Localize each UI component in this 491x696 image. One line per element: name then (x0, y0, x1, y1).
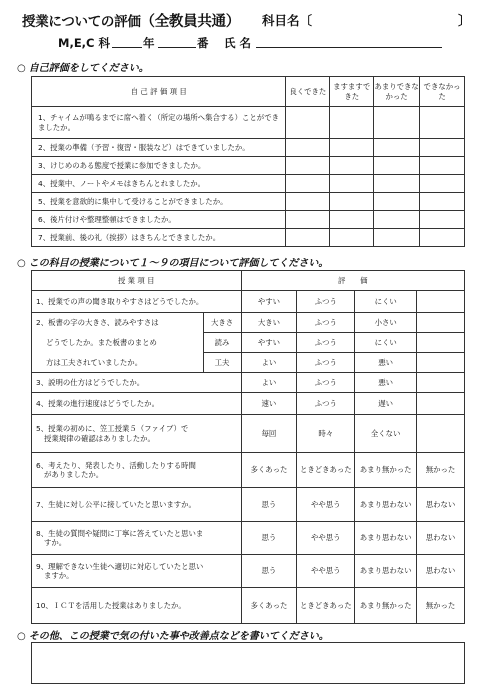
q2-sub-label: 工夫 (203, 353, 241, 373)
self-eval-heading (17, 59, 149, 74)
q9-line1: 9、理解できない生徒へ適切に対応していたと思い (36, 561, 204, 571)
answer-cell[interactable] (374, 193, 420, 211)
option-cell[interactable]: 全くない (355, 415, 417, 453)
option-cell[interactable]: やすい (241, 333, 297, 353)
subject-close-bracket: 〕 (458, 14, 472, 29)
answer-cell[interactable] (420, 139, 465, 157)
q3-text: 3、説明の仕方はどうでしたか。 (32, 373, 242, 393)
answer-cell[interactable] (330, 175, 374, 193)
answer-cell[interactable] (374, 229, 420, 247)
self-item-3: 3、けじめのある態度で授業に参加できましたか。 (32, 157, 286, 175)
option-cell[interactable]: ふつう (297, 373, 355, 393)
option-cell[interactable]: 多くあった (241, 588, 297, 624)
q9-line2: ますか。 (44, 571, 74, 580)
q2-sub-label: 読み (203, 333, 241, 353)
option-cell[interactable]: やや思う (297, 488, 355, 522)
q1-text: 1、授業での声の聞き取りやすさはどうでしたか。 (32, 291, 242, 313)
option-cell[interactable]: 思わない (417, 555, 465, 588)
option-cell[interactable]: 毎回 (241, 415, 297, 453)
option-cell[interactable]: ときどきあった (297, 588, 355, 624)
q5-text (32, 415, 242, 453)
q6-line1: 6、考えたり、発表したり、活動したりする時間 (36, 460, 196, 470)
class-eval-heading-text: この科目の授業について１～９の項目について評価してください。 (28, 258, 329, 269)
option-cell[interactable]: 大きい (241, 313, 297, 333)
comments-box[interactable] (31, 642, 465, 684)
answer-cell[interactable] (286, 229, 330, 247)
q2-line1: 2、板書の字の大きさ、読みやすさは (32, 313, 204, 333)
option-cell[interactable]: 思う (241, 555, 297, 588)
option-cell[interactable]: やや思う (297, 555, 355, 588)
answer-cell[interactable] (286, 157, 330, 175)
q4-text: 4、授業の進行速度はどうでしたか。 (32, 393, 242, 415)
q2-line3: 方は工夫されていましたか。 (32, 353, 204, 373)
choice-header-2: ますますできた (330, 77, 374, 107)
answer-cell[interactable] (330, 229, 374, 247)
option-cell[interactable]: あまり思わない (355, 488, 417, 522)
self-item-4: 4、授業中、ノートやメモはきちんとれましたか。 (32, 175, 286, 193)
answer-cell[interactable] (420, 107, 465, 139)
option-cell[interactable]: ふつう (297, 291, 355, 313)
answer-cell[interactable] (286, 193, 330, 211)
option-cell[interactable]: 思う (241, 488, 297, 522)
answer-cell[interactable] (420, 175, 465, 193)
self-eval-item-header: 自 己 評 価 項 目 (32, 77, 286, 107)
choice-header-4: できなかった (420, 77, 465, 107)
answer-cell[interactable] (330, 193, 374, 211)
q8-text (32, 522, 242, 555)
bullet-icon: ○ (17, 63, 26, 74)
choice-header-3: あまりできなかった (374, 77, 420, 107)
option-cell[interactable]: 速い (241, 393, 297, 415)
dept-blank[interactable] (112, 47, 142, 48)
option-cell[interactable]: あまり無かった (355, 453, 417, 488)
answer-cell[interactable] (330, 157, 374, 175)
option-cell[interactable]: やすい (241, 291, 297, 313)
q8-line1: 8、生徒の質問や疑問に丁寧に答えていたと思いま (36, 528, 204, 538)
class-eval-header: 評 価 (241, 271, 465, 291)
option-cell[interactable]: 遅い (355, 393, 417, 415)
comments-heading (17, 627, 329, 642)
option-cell[interactable]: あまり思わない (355, 555, 417, 588)
self-item-5: 5、授業を意欲的に集中して受けることができましたか。 (32, 193, 286, 211)
answer-cell[interactable] (420, 157, 465, 175)
answer-cell[interactable] (286, 211, 330, 229)
option-cell[interactable]: ふつう (297, 393, 355, 415)
option-cell[interactable]: 時々 (297, 415, 355, 453)
option-cell[interactable]: 思う (241, 522, 297, 555)
answer-cell[interactable] (420, 211, 465, 229)
title-suffix: （全教員共通） (140, 14, 240, 30)
title-main: 授業についての評価 (22, 14, 141, 30)
option-cell[interactable]: あまり思わない (355, 522, 417, 555)
q6-line2: がありましたか。 (44, 470, 104, 479)
option-cell[interactable]: 思わない (417, 522, 465, 555)
q5-line1: 5、授業の初めに、笠工授業５（ファイブ）で (36, 424, 189, 434)
q9-text (32, 555, 242, 588)
q6-text (32, 453, 242, 488)
name-blank[interactable] (256, 47, 442, 48)
option-cell[interactable]: にくい (355, 333, 417, 353)
answer-cell[interactable] (330, 211, 374, 229)
option-cell[interactable]: 小さい (355, 313, 417, 333)
option-cell[interactable]: ふつう (297, 333, 355, 353)
self-eval-table (31, 76, 465, 247)
option-cell[interactable]: 無かった (417, 588, 465, 624)
option-cell[interactable]: 思わない (417, 488, 465, 522)
answer-cell[interactable] (374, 157, 420, 175)
self-item-6: 6、後片付けや整理整頓はできましたか。 (32, 211, 286, 229)
class-eval-table (31, 270, 465, 624)
option-cell[interactable]: ふつう (297, 353, 355, 373)
bullet-icon: ○ (17, 631, 26, 642)
answer-cell[interactable] (374, 139, 420, 157)
name-label: 氏 名 (224, 36, 252, 50)
answer-cell[interactable] (374, 211, 420, 229)
number-label: 番 (197, 36, 209, 50)
self-item-2: 2、授業の準備（予習・復習・服装など）はできていましたか。 (32, 139, 286, 157)
self-eval-heading-text: 自己評価をしてください。 (28, 63, 149, 74)
choice-header-1: 良くできた (286, 77, 330, 107)
empty-cell (417, 313, 465, 333)
option-cell[interactable]: やや思う (297, 522, 355, 555)
option-cell[interactable]: ときどきあった (297, 453, 355, 488)
year-label: 年 (143, 36, 155, 50)
form-title (22, 10, 240, 31)
empty-cell (417, 291, 465, 313)
self-item-1: 1、チャイムが鳴るまでに席へ着く（所定の場所へ集合する）ことができましたか。 (32, 107, 286, 139)
answer-cell[interactable] (286, 175, 330, 193)
answer-cell[interactable] (374, 107, 420, 139)
empty-cell (417, 393, 465, 415)
bullet-icon: ○ (17, 258, 26, 269)
option-cell[interactable]: 悪い (355, 353, 417, 373)
q7-text: 7、生徒に対し公平に接していたと思いますか。 (32, 488, 242, 522)
answer-cell[interactable] (420, 193, 465, 211)
class-item-header: 授 業 項 目 (32, 271, 242, 291)
student-id-line (58, 35, 110, 51)
empty-cell (417, 373, 465, 393)
option-cell[interactable]: 無かった (417, 453, 465, 488)
self-item-7: 7、授業前、後の礼（挨拶）はきちんとできましたか。 (32, 229, 286, 247)
option-cell[interactable]: よい (241, 373, 297, 393)
class-eval-heading (17, 254, 328, 269)
dept-label: M,E,C 科 (58, 36, 110, 50)
q10-text: 10、ＩＣＴを活用した授業はありましたか。 (32, 588, 242, 624)
empty-cell (417, 415, 465, 453)
option-cell[interactable]: 多くあった (241, 453, 297, 488)
option-cell[interactable]: にくい (355, 291, 417, 313)
q8-line2: すか。 (44, 538, 67, 547)
option-cell[interactable]: あまり無かった (355, 588, 417, 624)
q2-line2: どうでしたか。また板書のまとめ (32, 333, 204, 353)
empty-cell (417, 353, 465, 373)
answer-cell[interactable] (286, 107, 330, 139)
year-blank[interactable] (158, 47, 196, 48)
option-cell[interactable]: よい (241, 353, 297, 373)
answer-cell[interactable] (420, 229, 465, 247)
empty-cell (417, 333, 465, 353)
subject-label: 科目名〔 (262, 13, 313, 28)
comments-heading-text: その他、この授業で気の付いた事や改善点などを書いてください。 (28, 631, 329, 642)
answer-cell[interactable] (330, 107, 374, 139)
option-cell[interactable]: 悪い (355, 373, 417, 393)
q2-sub-label: 大きさ (203, 313, 241, 333)
option-cell[interactable]: ふつう (297, 313, 355, 333)
answer-cell[interactable] (286, 139, 330, 157)
answer-cell[interactable] (330, 139, 374, 157)
q5-line2: 授業規律の確認はありましたか。 (44, 433, 155, 443)
answer-cell[interactable] (374, 175, 420, 193)
